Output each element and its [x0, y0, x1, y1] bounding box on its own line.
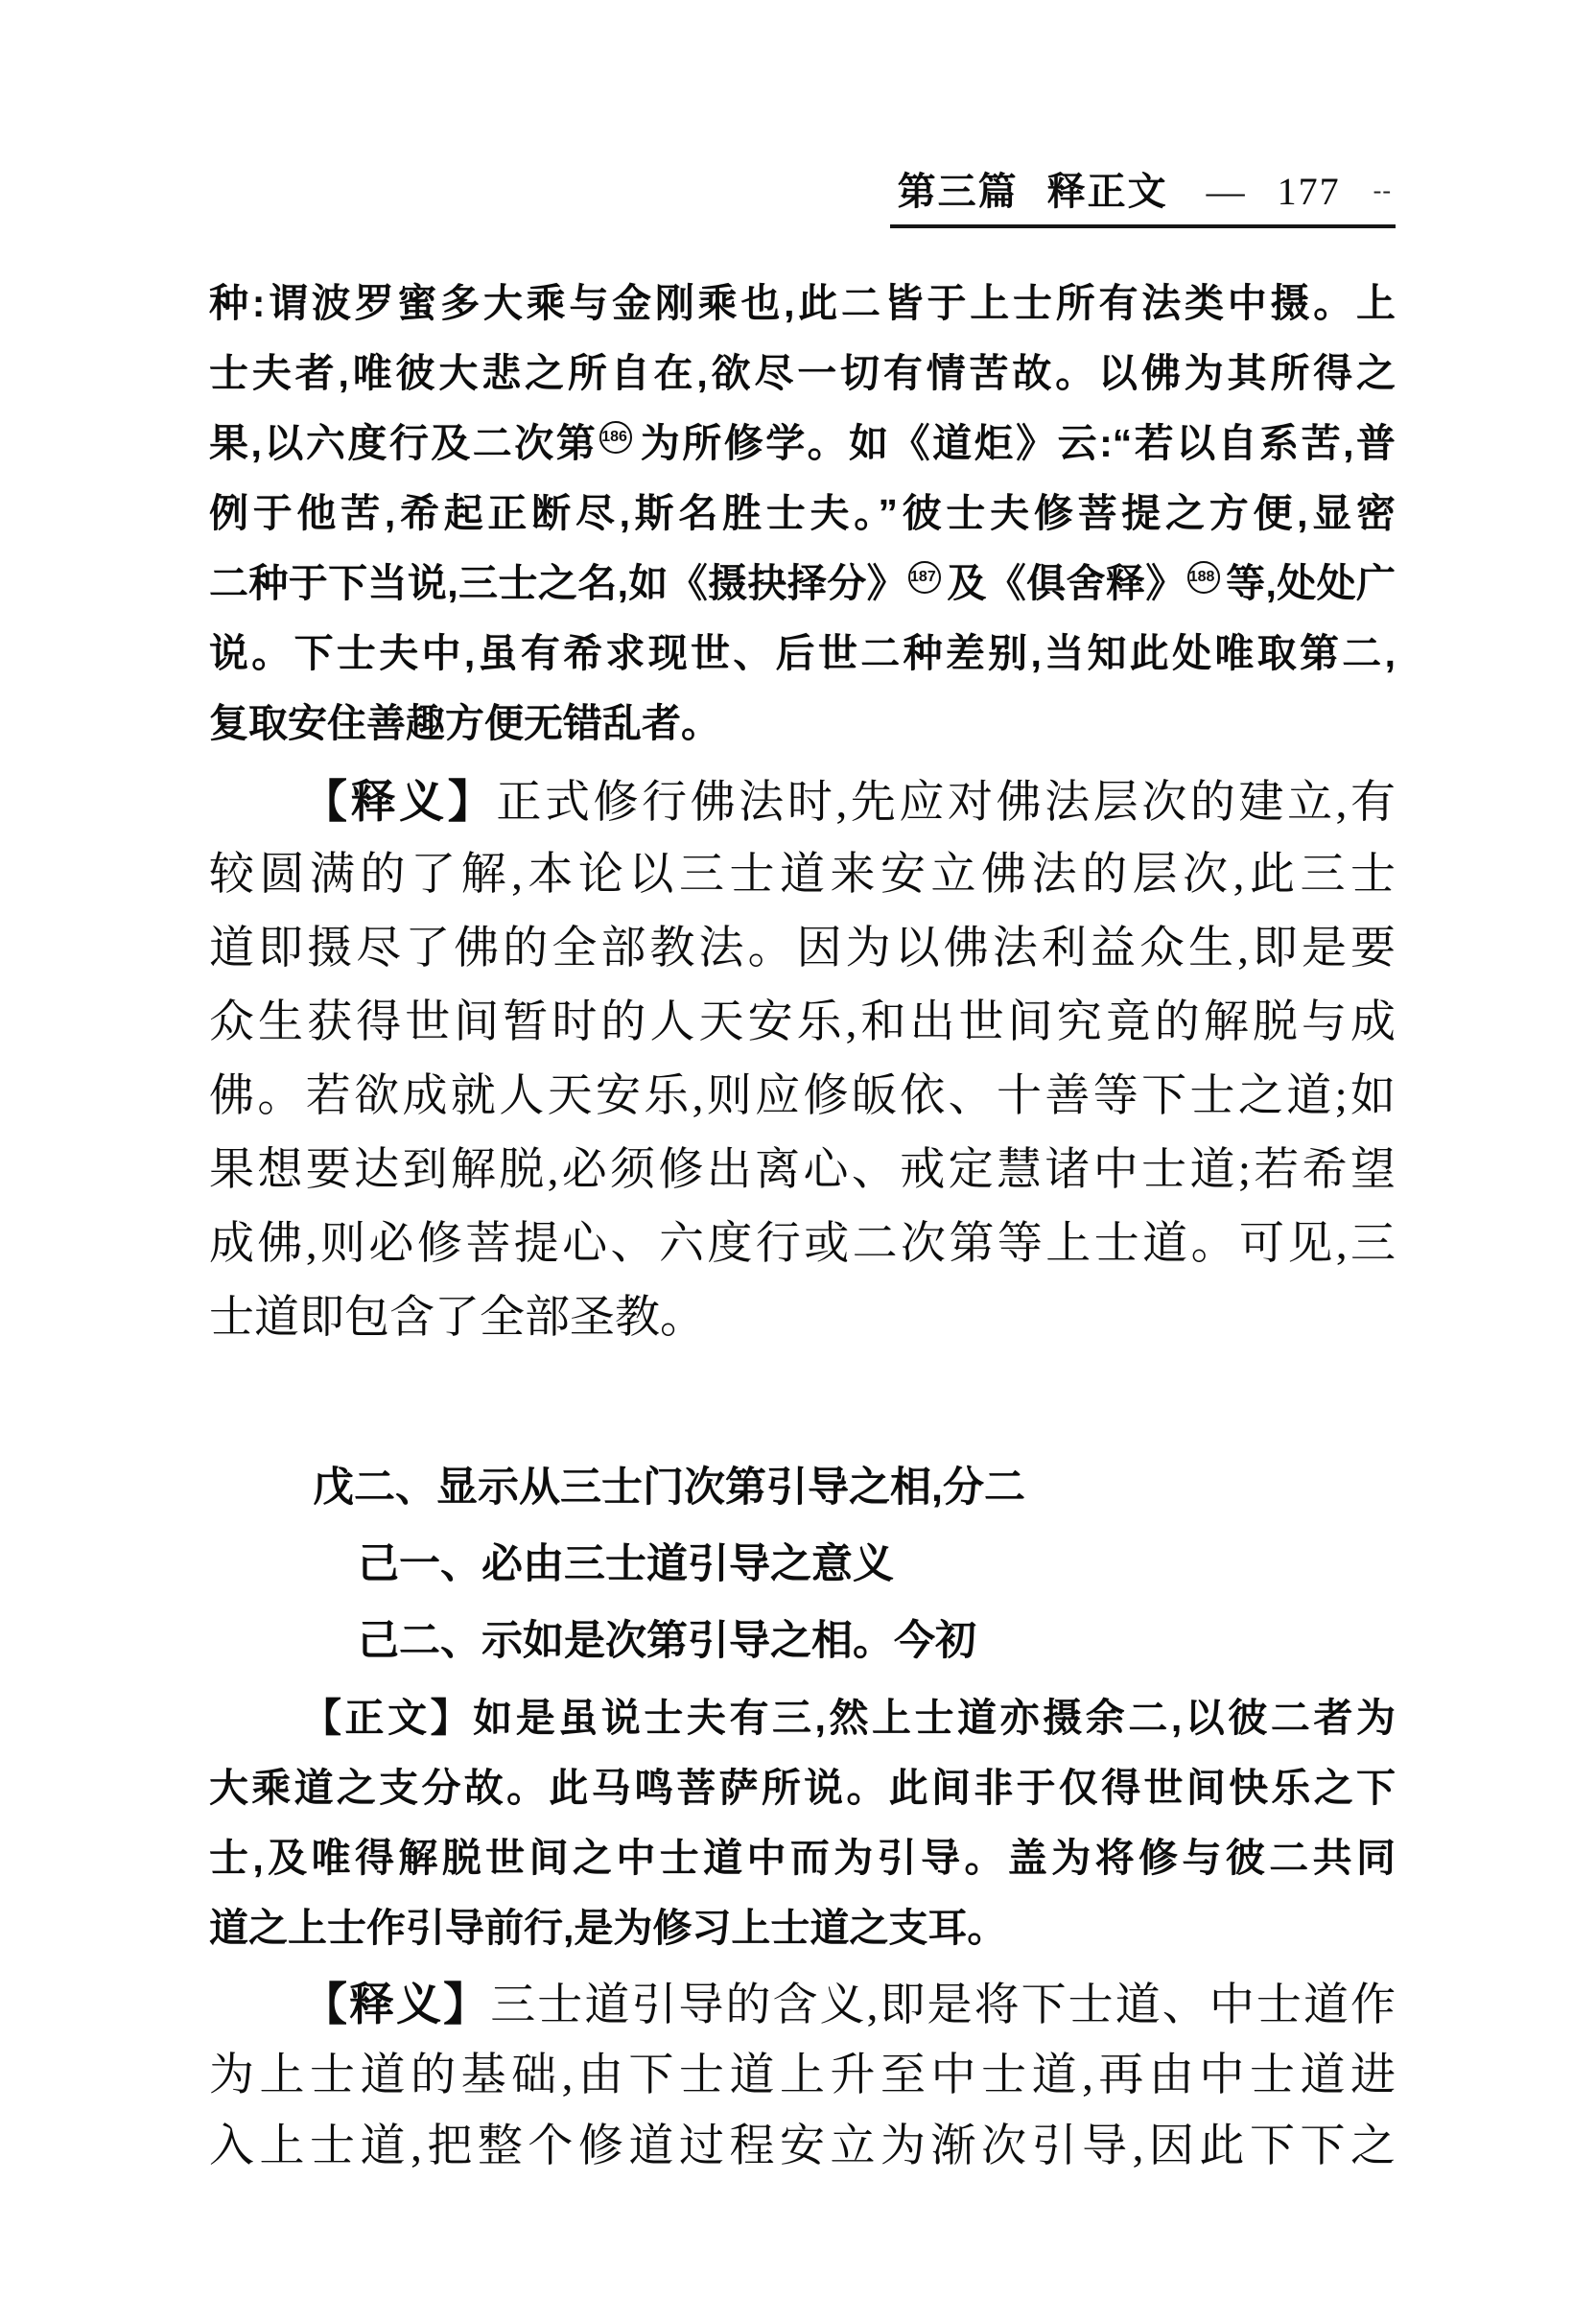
text-line: 例于他苦,希起正断尽,斯名胜士夫。”彼士夫修菩提之方便,显密 — [209, 491, 1396, 535]
text-line: 二种于下当说,三士之名,如《摄抉择分》 187 及《俱舍释》 188 等,处处广 — [209, 561, 1396, 605]
running-header — [890, 161, 1396, 228]
text-line: 大乘道之支分故。此马鸣菩萨所说。此间非于仅得世间快乐之下 — [209, 1766, 1396, 1810]
paragraph-zhengwen-continuation — [209, 269, 1396, 759]
text-line: 道即摄尽了佛的全部教法。因为以佛法利益众生,即是要 — [209, 924, 1396, 973]
heading-ji-yi: 己一、必由三士道引导之意义 — [358, 1541, 894, 1587]
running-header-title: 释正文 — [1046, 170, 1168, 213]
text-line: 士道即包含了全部圣教。 — [209, 1293, 705, 1343]
heading-wu-er: 戊二、显示从三士门次第引导之相,分二 — [313, 1465, 1025, 1511]
footnote-ref-circle: 188 — [1187, 561, 1220, 594]
running-header-section: 第三篇 — [897, 170, 1019, 213]
page-body — [209, 269, 1396, 2182]
page-number: 177 — [1277, 170, 1341, 213]
paragraph-zhengwen-2 — [209, 1683, 1396, 1963]
text-line: 【释义】正式修行佛法时,先应对佛法层次的建立,有 — [302, 776, 1396, 828]
text-line: 果,以六度行及二次第 186 为所修学。如《道炬》云:“若以自系苦,普 — [209, 421, 1396, 465]
text-line: 复取安住善趣方便无错乱者。 — [209, 701, 720, 745]
section-label: 【正文】 — [302, 1696, 474, 1740]
text-line: 果想要达到解脱,必须修出离心、戒定慧诸中士道;若希望 — [209, 1145, 1396, 1195]
text-line: 较圆满的了解,本论以三士道来安立佛法的层次,此三士 — [209, 850, 1396, 900]
text-line: 入上士道,把整个修道过程安立为渐次引导,因此下下之 — [209, 2122, 1396, 2171]
text-line: 士,及唯得解脱世间之中士道中而为引导。盖为将修与彼二共同 — [209, 1836, 1396, 1880]
text-line: 说。下士夫中,虽有希求现世、后世二种差别,当知此处唯取第二, — [209, 631, 1396, 675]
footnote-ref-circle: 186 — [599, 421, 632, 454]
footnote-ref-circle: 187 — [908, 561, 941, 594]
text-line: 为上士道的基础,由下士道上升至中士道,再由中士道进 — [209, 2051, 1396, 2100]
text-line: 佛。若欲成就人天安乐,则应修皈依、十善等下士之道;如 — [209, 1071, 1396, 1121]
header-tail-mark: -- — [1373, 176, 1392, 204]
header-dash: — — [1206, 170, 1247, 213]
text-line: 众生获得世间暂时的人天安乐,和出世间究竟的解脱与成 — [209, 997, 1396, 1047]
text-line: 种:谓波罗蜜多大乘与金刚乘也,此二皆于上士所有法类中摄。上 — [209, 281, 1396, 325]
paragraph-shiyi-1 — [209, 764, 1396, 1355]
text-line: 士夫者,唯彼大悲之所自在,欲尽一切有情苦故。以佛为其所得之 — [209, 351, 1396, 395]
section-label: 【释义】 — [302, 776, 497, 827]
text-line: 【释义】三士道引导的含义,即是将下士道、中士道作 — [302, 1979, 1396, 2030]
heading-ji-er: 己二、示如是次第引导之相。今初 — [358, 1618, 976, 1664]
paragraph-shiyi-2 — [209, 1969, 1396, 2182]
outline-headings — [209, 1449, 1396, 1679]
section-label: 【释义】 — [302, 1979, 491, 2029]
text-line: 成佛,则必修菩提心、六度行或二次第等上士道。可见,三 — [209, 1219, 1396, 1269]
text-line: 【正文】如是虽说士夫有三,然上士道亦摄余二,以彼二者为 — [302, 1696, 1396, 1740]
text-line: 道之上士作引导前行,是为修习上士道之支耳。 — [209, 1906, 1007, 1950]
